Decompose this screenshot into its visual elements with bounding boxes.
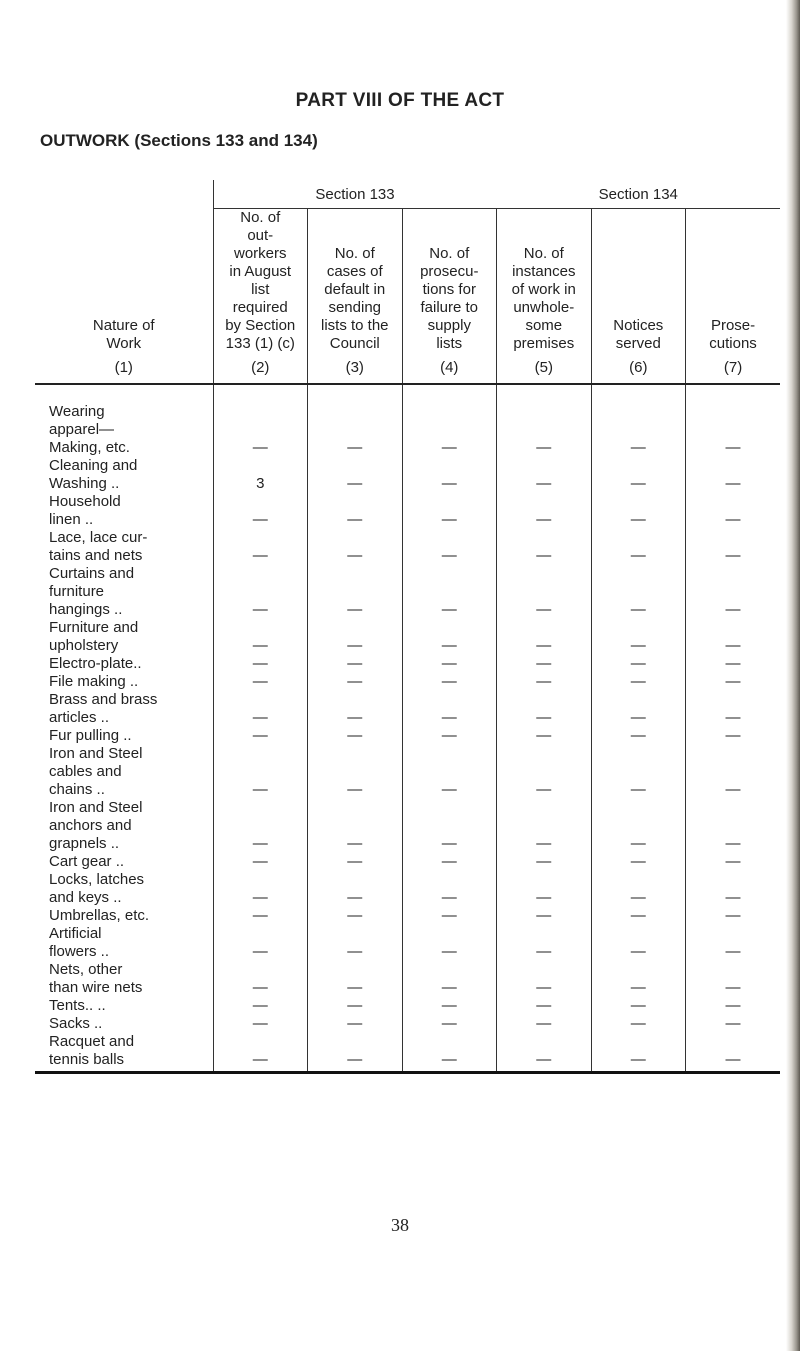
value-cell-col-2: — — [213, 871, 308, 907]
column-header-label: Prose- cutions — [709, 317, 757, 352]
column-number: (7) — [723, 359, 743, 376]
value-cell-col-5: — — [497, 1015, 592, 1033]
table-body — [35, 384, 780, 1073]
value-cell-col-5: — — [497, 727, 592, 745]
value-cell-col-2: — — [213, 907, 308, 925]
value-cell-col-2: — — [213, 691, 308, 727]
value-cell-col-5: — — [497, 961, 592, 997]
nature-of-work-cell: Racquet and tennis balls — [35, 1033, 213, 1073]
value-cell-col-6: — — [591, 1033, 686, 1073]
value-cell-col-4: — — [402, 673, 497, 691]
table-row — [35, 925, 780, 961]
page-edge-shadow — [786, 0, 800, 1351]
table-row — [35, 871, 780, 907]
value-cell-col-6: — — [591, 871, 686, 907]
value-cell-col-2: — — [213, 1015, 308, 1033]
table-row — [35, 493, 780, 529]
value-cell-col-3: — — [308, 457, 403, 493]
column-number: (4) — [440, 359, 459, 376]
column-header-label: No. of prosecu- tions for failure to supply lists — [420, 245, 479, 352]
value-cell-col-3: — — [308, 997, 403, 1015]
table-row — [35, 691, 780, 727]
nature-of-work-cell: Locks, latches and keys .. — [49, 871, 145, 906]
value-cell-col-7: — — [686, 691, 781, 727]
table-row — [35, 673, 780, 691]
nature-of-work-cell: Lace, lace cur- tains and nets — [49, 529, 148, 564]
column-header-label: Notices served — [613, 317, 664, 352]
value-cell-col-3: — — [308, 655, 403, 673]
value-cell-col-5: — — [497, 493, 592, 529]
value-cell-col-4: — — [402, 871, 497, 907]
table-row — [35, 745, 780, 799]
value-cell-col-2: — — [213, 727, 308, 745]
value-cell-col-4: — — [402, 457, 497, 493]
column-header-6 — [591, 209, 686, 385]
value-cell-col-6: — — [591, 925, 686, 961]
value-cell-col-6: — — [591, 673, 686, 691]
value-cell-col-6: — — [591, 565, 686, 619]
table-row — [35, 1015, 780, 1033]
value-cell-col-3: — — [308, 1033, 403, 1073]
value-cell-col-3: — — [308, 529, 403, 565]
table-row — [35, 529, 780, 565]
value-cell-col-6: — — [591, 457, 686, 493]
nature-of-work-cell: Brass and brass articles .. — [49, 691, 158, 726]
value-cell-col-7: — — [686, 529, 781, 565]
value-cell-col-4: — — [402, 1033, 497, 1073]
value-cell-col-6: — — [591, 961, 686, 997]
value-cell-col-6: — — [591, 799, 686, 853]
value-cell-col-6: — — [591, 745, 686, 799]
value-cell-col-5: — — [497, 745, 592, 799]
value-cell-col-3: — — [308, 799, 403, 853]
value-cell-col-5: — — [497, 565, 592, 619]
table-row — [35, 997, 780, 1015]
page-number: 38 — [391, 1215, 409, 1235]
value-cell-col-7: — — [686, 1015, 781, 1033]
value-cell-col-6: — — [591, 1015, 686, 1033]
column-header-3 — [308, 209, 403, 385]
table-row — [35, 384, 780, 457]
nature-of-work-cell: Iron and Steel anchors and grapnels .. — [49, 799, 143, 852]
value-cell-col-5: — — [497, 799, 592, 853]
table-row — [35, 907, 780, 925]
value-cell-col-3: — — [308, 619, 403, 655]
value-cell-col-5: — — [497, 997, 592, 1015]
column-number: (1) — [114, 359, 133, 376]
nature-of-work-cell: Fur pulling .. — [49, 727, 132, 744]
value-cell-col-7: — — [686, 457, 781, 493]
value-cell-col-3: — — [308, 493, 403, 529]
value-cell-col-2: — — [213, 619, 308, 655]
value-cell-col-2: — — [213, 925, 308, 961]
value-cell-col-5: — — [497, 457, 592, 493]
value-cell-col-6: — — [591, 529, 686, 565]
table-row — [35, 1033, 780, 1073]
value-cell-col-7: — — [686, 961, 781, 997]
value-cell-col-2: — — [213, 997, 308, 1015]
value-cell-col-4: — — [402, 529, 497, 565]
group-header-spacer — [35, 180, 213, 209]
value-cell-col-3: — — [308, 907, 403, 925]
value-cell-col-4: — — [402, 655, 497, 673]
table-row — [35, 961, 780, 997]
column-header-4 — [402, 209, 497, 385]
value-cell-col-4: — — [402, 727, 497, 745]
value-cell-col-4: — — [402, 907, 497, 925]
value-cell-col-7: — — [686, 745, 781, 799]
value-cell-col-6: — — [591, 907, 686, 925]
nature-of-work-cell: Iron and Steel cables and chains .. — [49, 745, 143, 798]
value-cell-col-3: — — [308, 961, 403, 997]
value-cell-col-7: — — [686, 727, 781, 745]
nature-of-work-cell: Tents.. .. — [49, 997, 106, 1014]
value-cell-col-6: — — [591, 691, 686, 727]
value-cell-col-3: — — [308, 745, 403, 799]
value-cell-col-7: — — [686, 619, 781, 655]
value-cell-col-7: — — [686, 907, 781, 925]
value-cell-col-2: — — [213, 1033, 308, 1073]
value-cell-col-3: — — [308, 1015, 403, 1033]
value-cell-col-6: — — [591, 493, 686, 529]
value-cell-col-3: — — [308, 853, 403, 871]
value-cell-col-4: — — [402, 853, 497, 871]
value-cell-col-4: — — [402, 619, 497, 655]
value-cell-col-7: — — [686, 925, 781, 961]
column-header-5 — [497, 209, 592, 385]
value-cell-col-5: — — [497, 853, 592, 871]
outwork-table — [35, 180, 780, 1074]
table-row — [35, 727, 780, 745]
column-number: (5) — [534, 359, 553, 376]
nature-of-work-cell: Sacks .. — [49, 1015, 103, 1032]
value-cell-col-2: — — [213, 384, 308, 457]
value-cell-col-7: — — [686, 565, 781, 619]
value-cell-col-5: — — [497, 655, 592, 673]
value-cell-col-2: 3 — [213, 457, 308, 493]
value-cell-col-3: — — [308, 925, 403, 961]
value-cell-col-5: — — [497, 907, 592, 925]
column-header-2 — [213, 209, 308, 385]
value-cell-col-2: — — [213, 745, 308, 799]
section-133-header: Section 133 — [213, 180, 497, 209]
value-cell-col-2: — — [213, 655, 308, 673]
table-row — [35, 457, 780, 493]
table-row — [35, 655, 780, 673]
nature-of-work-cell: Curtains and furniture hangings .. — [49, 565, 135, 618]
table-subtitle: OUTWORK (Sections 133 and 134) — [40, 131, 318, 150]
column-header-label: No. of instances of work in unwhole- some premises — [511, 245, 576, 352]
value-cell-col-3: — — [308, 384, 403, 457]
value-cell-col-4: — — [402, 745, 497, 799]
value-cell-col-7: — — [686, 1033, 781, 1073]
column-header-label: No. of out- workers in August list required by Section 133 (1) (c) — [225, 209, 296, 352]
nature-of-work-cell: Furniture and upholstery — [49, 619, 139, 654]
column-header-label: Nature of Work — [92, 317, 155, 352]
value-cell-col-6: — — [591, 727, 686, 745]
value-cell-col-7: — — [686, 673, 781, 691]
group-header-row — [35, 180, 780, 209]
value-cell-col-4: — — [402, 1015, 497, 1033]
value-cell-col-4: — — [402, 961, 497, 997]
value-cell-col-3: — — [308, 871, 403, 907]
value-cell-col-5: — — [497, 1033, 592, 1073]
value-cell-col-2: — — [213, 493, 308, 529]
value-cell-col-5: — — [497, 691, 592, 727]
value-cell-col-7: — — [686, 799, 781, 853]
value-cell-col-2: — — [213, 961, 308, 997]
value-cell-col-6: — — [591, 853, 686, 871]
nature-of-work-cell: Artificial flowers .. — [49, 925, 110, 960]
value-cell-col-4: — — [402, 997, 497, 1015]
value-cell-col-3: — — [308, 673, 403, 691]
value-cell-col-7: — — [686, 655, 781, 673]
nature-of-work-cell: Cleaning and Washing .. — [49, 457, 138, 492]
value-cell-col-4: — — [402, 565, 497, 619]
value-cell-col-3: — — [308, 565, 403, 619]
value-cell-col-7: — — [686, 853, 781, 871]
value-cell-col-6: — — [591, 997, 686, 1015]
section-134-header: Section 134 — [497, 180, 781, 209]
value-cell-col-6: — — [591, 655, 686, 673]
value-cell-col-2: — — [213, 799, 308, 853]
nature-of-work-cell: Umbrellas, etc. — [49, 907, 150, 924]
column-header-7 — [686, 209, 781, 385]
value-cell-col-5: — — [497, 529, 592, 565]
value-cell-col-5: — — [497, 619, 592, 655]
column-number: (3) — [345, 359, 364, 376]
value-cell-col-5: — — [497, 925, 592, 961]
nature-of-work-cell: File making .. — [49, 673, 139, 690]
value-cell-col-7: — — [686, 493, 781, 529]
value-cell-col-7: — — [686, 997, 781, 1015]
nature-of-work-cell: Nets, other than wire nets — [49, 961, 143, 996]
column-number: (2) — [251, 359, 270, 376]
nature-of-work-cell: Cart gear .. — [49, 853, 125, 870]
value-cell-col-2: — — [213, 673, 308, 691]
nature-of-work-cell: Electro-plate.. — [49, 655, 142, 672]
nature-of-work-cell: Household linen .. — [49, 493, 121, 528]
column-number: (6) — [629, 359, 648, 376]
column-header-row — [35, 209, 780, 385]
value-cell-col-5: — — [497, 384, 592, 457]
value-cell-col-2: — — [213, 529, 308, 565]
column-header-1 — [35, 209, 213, 385]
value-cell-col-5: — — [497, 871, 592, 907]
value-cell-col-2: — — [213, 853, 308, 871]
value-cell-col-3: — — [308, 727, 403, 745]
value-cell-col-2: — — [213, 565, 308, 619]
value-cell-col-6: — — [591, 384, 686, 457]
table-row — [35, 565, 780, 619]
value-cell-col-4: — — [402, 384, 497, 457]
page-title: PART VIII OF THE ACT — [295, 90, 505, 111]
value-cell-col-4: — — [402, 799, 497, 853]
value-cell-col-4: — — [402, 925, 497, 961]
value-cell-col-6: — — [591, 619, 686, 655]
table-row — [35, 619, 780, 655]
table-row — [35, 799, 780, 853]
value-cell-col-7: — — [686, 871, 781, 907]
value-cell-col-7: — — [686, 384, 781, 457]
value-cell-col-3: — — [308, 691, 403, 727]
value-cell-col-5: — — [497, 673, 592, 691]
value-cell-col-4: — — [402, 493, 497, 529]
nature-of-work-cell: Wearing apparel— Making, etc. — [49, 403, 130, 456]
column-header-label: No. of cases of default in sending lists to the Council — [320, 245, 389, 352]
value-cell-col-4: — — [402, 691, 497, 727]
table-row — [35, 853, 780, 871]
